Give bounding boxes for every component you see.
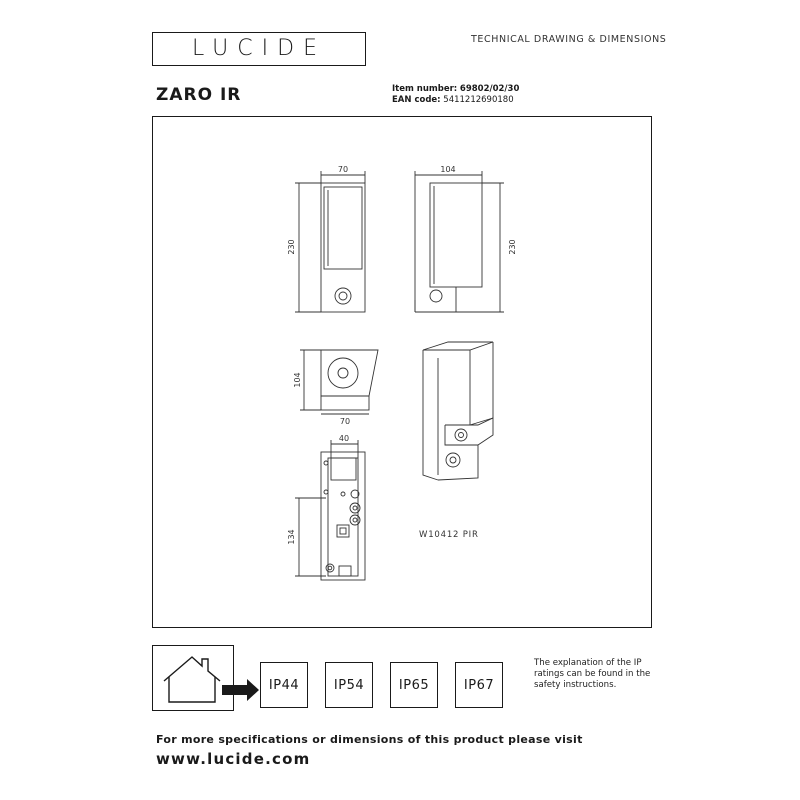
footer-url[interactable]: www.lucide.com (156, 750, 311, 768)
ip-rating-ip54: IP54 (325, 662, 373, 708)
ean-code-value: 5411212690180 (443, 95, 514, 105)
item-number-label: Item number: (392, 84, 458, 94)
back-plate-view (295, 440, 365, 580)
dim-front-height: 230 (287, 239, 296, 255)
arrow-right-icon (222, 679, 259, 701)
product-name: ZARO IR (156, 85, 242, 105)
dim-back-width: 40 (338, 434, 350, 443)
top-view (300, 350, 378, 414)
dim-side-height: 230 (508, 239, 517, 255)
brand-logo: LUCIDE (192, 36, 326, 61)
ip-rating-ip44: IP44 (260, 662, 308, 708)
dim-front-width: 70 (337, 165, 349, 174)
perspective-view (423, 342, 493, 480)
ip-rating-note: The explanation of the IP ratings can be found in the safety instructions. (534, 658, 651, 690)
item-number-value: 69802/02/30 (459, 84, 520, 94)
ip-rating-ip65: IP65 (390, 662, 438, 708)
dim-back-height: 134 (287, 529, 296, 545)
front-view (295, 171, 365, 312)
dim-top-width: 70 (339, 417, 351, 426)
house-icon (152, 645, 272, 711)
dim-side-depth: 104 (440, 165, 456, 174)
footer-text: For more specifications or dimensions of this product please visit (156, 733, 583, 746)
ip-rating-ip67: IP67 (455, 662, 503, 708)
sensor-label: W10412 PIR (419, 530, 479, 540)
document-title: TECHNICAL DRAWING & DIMENSIONS (471, 34, 667, 45)
ean-code-label: EAN code: (392, 95, 441, 105)
dim-top-depth: 104 (293, 372, 302, 388)
side-view (415, 171, 504, 312)
